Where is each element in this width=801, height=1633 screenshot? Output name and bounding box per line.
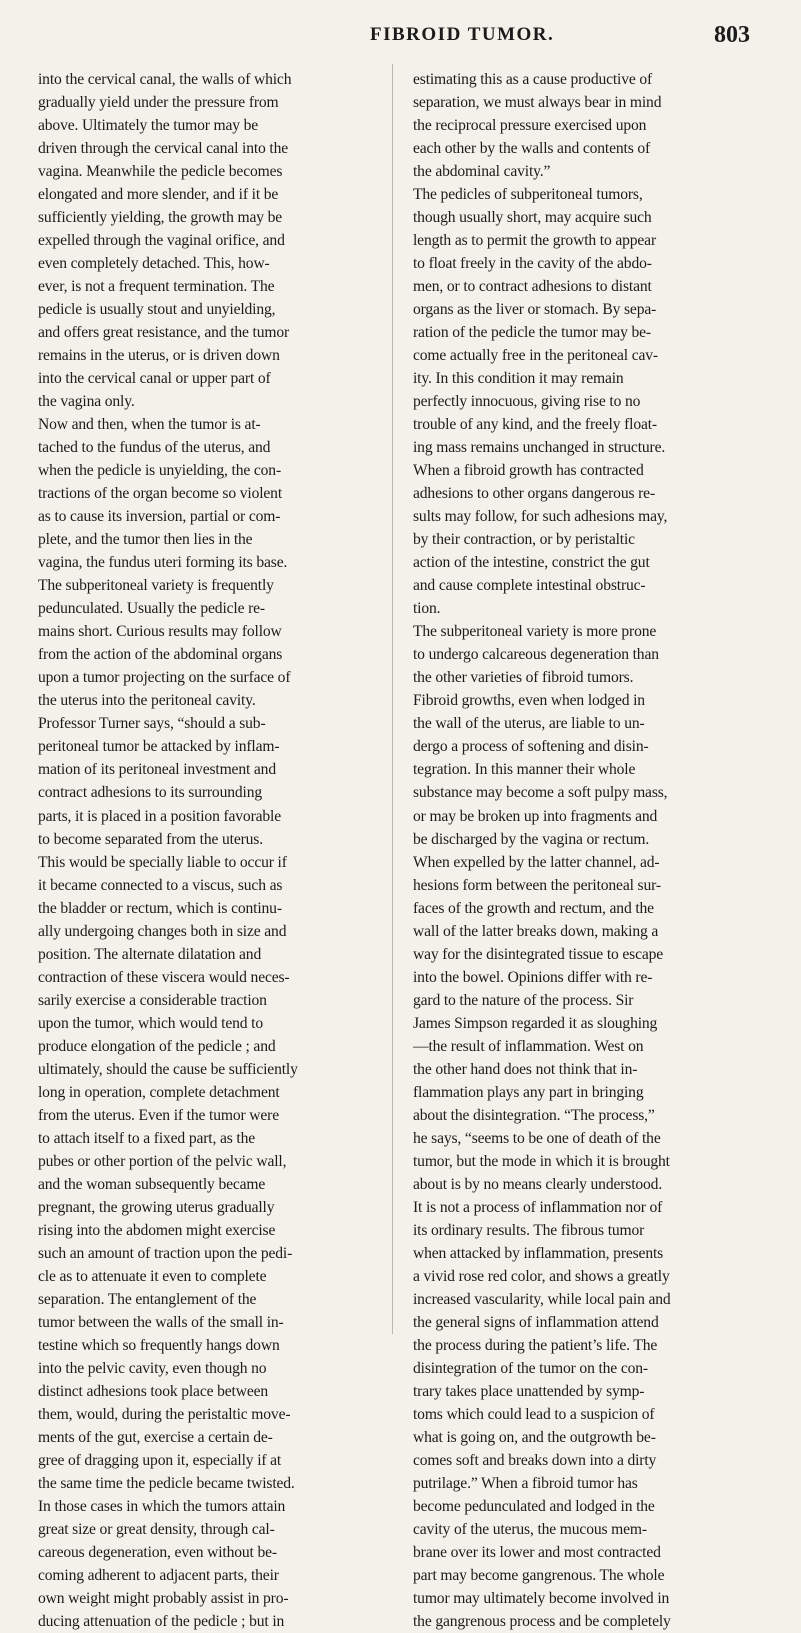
- text-line: the uterus into the peritoneal cavity.: [38, 692, 256, 710]
- text-line: increased vascularity, while local pain and: [413, 1290, 671, 1308]
- text-line: sults may follow, for such adhesions may,: [413, 508, 668, 526]
- text-line: parts, it is placed in a position favorable: [38, 807, 281, 825]
- text-line: them, would, during the peristaltic move-: [38, 1405, 291, 1423]
- text-line: Fibroid growths, even when lodged in: [413, 692, 645, 710]
- text-line: and offers great resistance, and the tumor: [38, 324, 290, 342]
- text-line: —the result of inflammation. West on: [413, 1037, 644, 1055]
- text-line: tegration. In this manner their whole: [413, 761, 636, 779]
- running-head: FIBROID TUMOR.: [370, 24, 555, 45]
- text-line: even completely detached. This, how-: [38, 255, 270, 273]
- text-line: way for the disintegrated tissue to escape: [413, 945, 664, 963]
- text-line: and the woman subsequently became: [38, 1175, 266, 1193]
- text-line: remains in the uterus, or is driven down: [38, 347, 280, 365]
- text-line: the bladder or rectum, which is continu-: [38, 899, 282, 917]
- text-line: ally undergoing changes both in size and: [38, 922, 287, 940]
- text-line: The pedicles of subperitoneal tumors,: [413, 186, 643, 204]
- text-line: or may be broken up into fragments and: [413, 807, 658, 825]
- text-line: careous degeneration, even without be-: [38, 1544, 277, 1561]
- text-line: rising into the abdomen might exercise: [38, 1221, 276, 1239]
- text-line: by their contraction, or by peristaltic: [413, 531, 635, 549]
- text-line: the same time the pedicle became twisted.: [38, 1474, 295, 1492]
- text-line: vagina, the fundus uteri forming its base.: [38, 554, 288, 572]
- text-line: The subperitoneal variety is frequently: [38, 577, 274, 595]
- text-line: ducing attenuation of the pedicle ; but in: [38, 1613, 285, 1631]
- text-line: the other varieties of fibroid tumors.: [413, 669, 634, 687]
- text-line: tumor may ultimately become involved in: [413, 1590, 670, 1608]
- text-line: elongated and more slender, and if it be: [38, 186, 279, 204]
- text-line: separation, we must always bear in mind: [413, 94, 662, 112]
- text-line: to become separated from the uterus.: [38, 830, 263, 848]
- text-line: ments of the gut, exercise a certain de-: [38, 1428, 273, 1446]
- text-line: he says, “seems to be one of death of the: [413, 1129, 661, 1147]
- text-line: flammation plays any part in bringing: [413, 1083, 644, 1101]
- text-line: distinct adhesions took place between: [38, 1382, 269, 1400]
- text-line: adhesions to other organs dangerous re-: [413, 485, 655, 503]
- text-line: when the pedicle is unyielding, the con-: [38, 462, 281, 480]
- text-line: tion.: [413, 600, 441, 618]
- text-line: cavity of the uterus, the mucous mem-: [413, 1520, 647, 1538]
- text-line: the vagina only.: [38, 393, 135, 411]
- text-line: length as to permit the growth to appear: [413, 232, 656, 250]
- text-line: about is by no means clearly understood.: [413, 1175, 663, 1193]
- text-line: vagina. Meanwhile the pedicle becomes: [38, 163, 283, 181]
- text-line: tumor, but the mode in which it is brought: [413, 1152, 670, 1170]
- text-line: trouble of any kind, and the freely float-: [413, 416, 657, 434]
- text-line: mation of its peritoneal investment and: [38, 761, 276, 779]
- text-line: own weight might probably assist in pro-: [38, 1590, 289, 1608]
- text-line: such an amount of traction upon the pedi-: [38, 1244, 293, 1262]
- text-line: from the uterus. Even if the tumor were: [38, 1106, 279, 1124]
- text-line: James Simpson regarded it as sloughing: [413, 1014, 658, 1032]
- text-line: In those cases in which the tumors attain: [38, 1497, 286, 1515]
- text-line: driven through the cervical canal into the: [38, 140, 289, 158]
- text-line: to undergo calcareous degeneration than: [413, 646, 659, 664]
- text-line: ration of the pedicle the tumor may be-: [413, 324, 651, 342]
- text-line: plete, and the tumor then lies in the: [38, 531, 253, 549]
- text-line: it became connected to a viscus, such as: [38, 876, 283, 894]
- text-line: ever, is not a frequent termination. The: [38, 278, 275, 296]
- text-line: about the disintegration. “The process,”: [413, 1106, 655, 1124]
- left-column: [38, 68, 360, 1633]
- page-header: [0, 22, 801, 52]
- page-number: 803: [714, 22, 750, 48]
- text-line: position. The alternate dilatation and: [38, 945, 262, 963]
- text-line: into the cervical canal or upper part of: [38, 370, 271, 388]
- text-line: the wall of the uterus, are liable to un-: [413, 715, 645, 733]
- text-line: contract adhesions to its surrounding: [38, 784, 262, 802]
- text-line: testine which so frequently hangs down: [38, 1336, 280, 1354]
- text-line: pedunculated. Usually the pedicle re-: [38, 600, 265, 618]
- text-line: peritoneal tumor be attacked by inflam-: [38, 738, 280, 756]
- text-line: each other by the walls and contents of: [413, 140, 651, 158]
- text-line: into the bowel. Opinions differ with re-: [413, 968, 653, 986]
- text-line: the other hand does not think that in-: [413, 1060, 638, 1078]
- text-line: coming adherent to adjacent parts, their: [38, 1567, 279, 1585]
- text-line: trary takes place unattended by symp-: [413, 1382, 645, 1400]
- text-line: estimating this as a cause productive of: [413, 71, 653, 88]
- text-line: perfectly innocuous, giving rise to no: [413, 393, 641, 411]
- text-line: tractions of the organ become so violent: [38, 485, 283, 503]
- text-line: what is going on, and the outgrowth be-: [413, 1428, 656, 1446]
- text-line: gree of dragging upon it, especially if at: [38, 1451, 282, 1469]
- text-line: to attach itself to a fixed part, as the: [38, 1129, 255, 1147]
- text-line: mains short. Curious results may follow: [38, 623, 282, 641]
- text-line: cle as to attenuate it even to complete: [38, 1267, 267, 1285]
- text-line: It is not a process of inflammation nor of: [413, 1198, 663, 1216]
- text-line: This would be specially liable to occur if: [38, 853, 287, 871]
- text-line: the reciprocal pressure exercised upon: [413, 117, 647, 135]
- text-line: above. Ultimately the tumor may be: [38, 117, 259, 135]
- text-line: the gangrenous process and be completely: [413, 1613, 671, 1631]
- text-line: sufficiently yielding, the growth may be: [38, 209, 283, 227]
- text-line: long in operation, complete detachment: [38, 1083, 280, 1101]
- text-line: gard to the nature of the process. Sir: [413, 991, 634, 1009]
- text-line: substance may become a soft pulpy mass,: [413, 784, 668, 802]
- text-line: contraction of these viscera would neces-: [38, 968, 290, 986]
- text-line: be discharged by the vagina or rectum.: [413, 830, 650, 848]
- text-line: When expelled by the latter channel, ad-: [413, 853, 660, 871]
- text-line: part may become gangrenous. The whole: [413, 1567, 665, 1585]
- text-line: tumor between the walls of the small in-: [38, 1313, 284, 1331]
- text-line: expelled through the vaginal orifice, and: [38, 232, 285, 250]
- text-line: Now and then, when the tumor is at-: [38, 416, 261, 434]
- text-line: organs as the liver or stomach. By sepa-: [413, 301, 657, 319]
- text-line: wall of the latter breaks down, making a: [413, 922, 659, 940]
- text-line: When a fibroid growth has contracted: [413, 462, 644, 480]
- text-line: when attacked by inflammation, presents: [413, 1244, 664, 1262]
- text-line: into the pelvic cavity, even though no: [38, 1359, 267, 1377]
- text-line: gradually yield under the pressure from: [38, 94, 279, 112]
- text-line: great size or great density, through cal-: [38, 1520, 275, 1538]
- text-line: the abdominal cavity.”: [413, 163, 551, 181]
- text-line: and cause complete intestinal obstruc-: [413, 577, 646, 595]
- text-line: its ordinary results. The fibrous tumor: [413, 1221, 645, 1239]
- right-column: [413, 68, 735, 1633]
- text-line: to float freely in the cavity of the abdo-: [413, 255, 652, 273]
- text-line: toms which could lead to a suspicion of: [413, 1405, 655, 1423]
- text-line: become pedunculated and lodged in the: [413, 1497, 655, 1515]
- text-line: a vivid rose red color, and shows a greatly: [413, 1267, 670, 1285]
- text-line: tached to the fundus of the uterus, and: [38, 439, 271, 457]
- text-line: dergo a process of softening and disin-: [413, 738, 649, 756]
- text-line: disintegration of the tumor on the con-: [413, 1359, 648, 1377]
- text-line: The subperitoneal variety is more prone: [413, 623, 657, 641]
- text-line: the process during the patient’s life. The: [413, 1336, 658, 1354]
- text-line: Professor Turner says, “should a sub-: [38, 715, 266, 733]
- text-line: from the action of the abdominal organs: [38, 646, 283, 664]
- text-line: comes soft and breaks down into a dirty: [413, 1451, 657, 1469]
- text-line: men, or to contract adhesions to distant: [413, 278, 652, 296]
- column-divider: [392, 64, 393, 1334]
- text-line: action of the intestine, constrict the gut: [413, 554, 650, 572]
- text-line: brane over its lower and most contracted: [413, 1544, 661, 1561]
- text-line: ultimately, should the cause be sufficiently: [38, 1060, 298, 1078]
- text-line: as to cause its inversion, partial or com-: [38, 508, 281, 526]
- text-line: pubes or other portion of the pelvic wall,: [38, 1152, 287, 1170]
- text-line: the general signs of inflammation attend: [413, 1313, 659, 1331]
- text-line: hesions form between the peritoneal sur-: [413, 876, 661, 894]
- text-line: upon the tumor, which would tend to: [38, 1014, 263, 1032]
- text-line: ing mass remains unchanged in structure.: [413, 439, 666, 457]
- text-line: sarily exercise a considerable traction: [38, 991, 267, 1009]
- text-line: produce elongation of the pedicle ; and: [38, 1037, 276, 1055]
- text-line: pedicle is usually stout and unyielding,: [38, 301, 276, 319]
- text-line: separation. The entanglement of the: [38, 1290, 257, 1308]
- text-line: into the cervical canal, the walls of which: [38, 71, 292, 88]
- text-line: ity. In this condition it may remain: [413, 370, 624, 388]
- text-line: come actually free in the peritoneal cav-: [413, 347, 658, 365]
- text-line: though usually short, may acquire such: [413, 209, 652, 227]
- text-line: putrilage.” When a fibroid tumor has: [413, 1474, 638, 1492]
- text-line: pregnant, the growing uterus gradually: [38, 1198, 275, 1216]
- text-line: upon a tumor projecting on the surface of: [38, 669, 291, 687]
- text-line: faces of the growth and rectum, and the: [413, 899, 654, 917]
